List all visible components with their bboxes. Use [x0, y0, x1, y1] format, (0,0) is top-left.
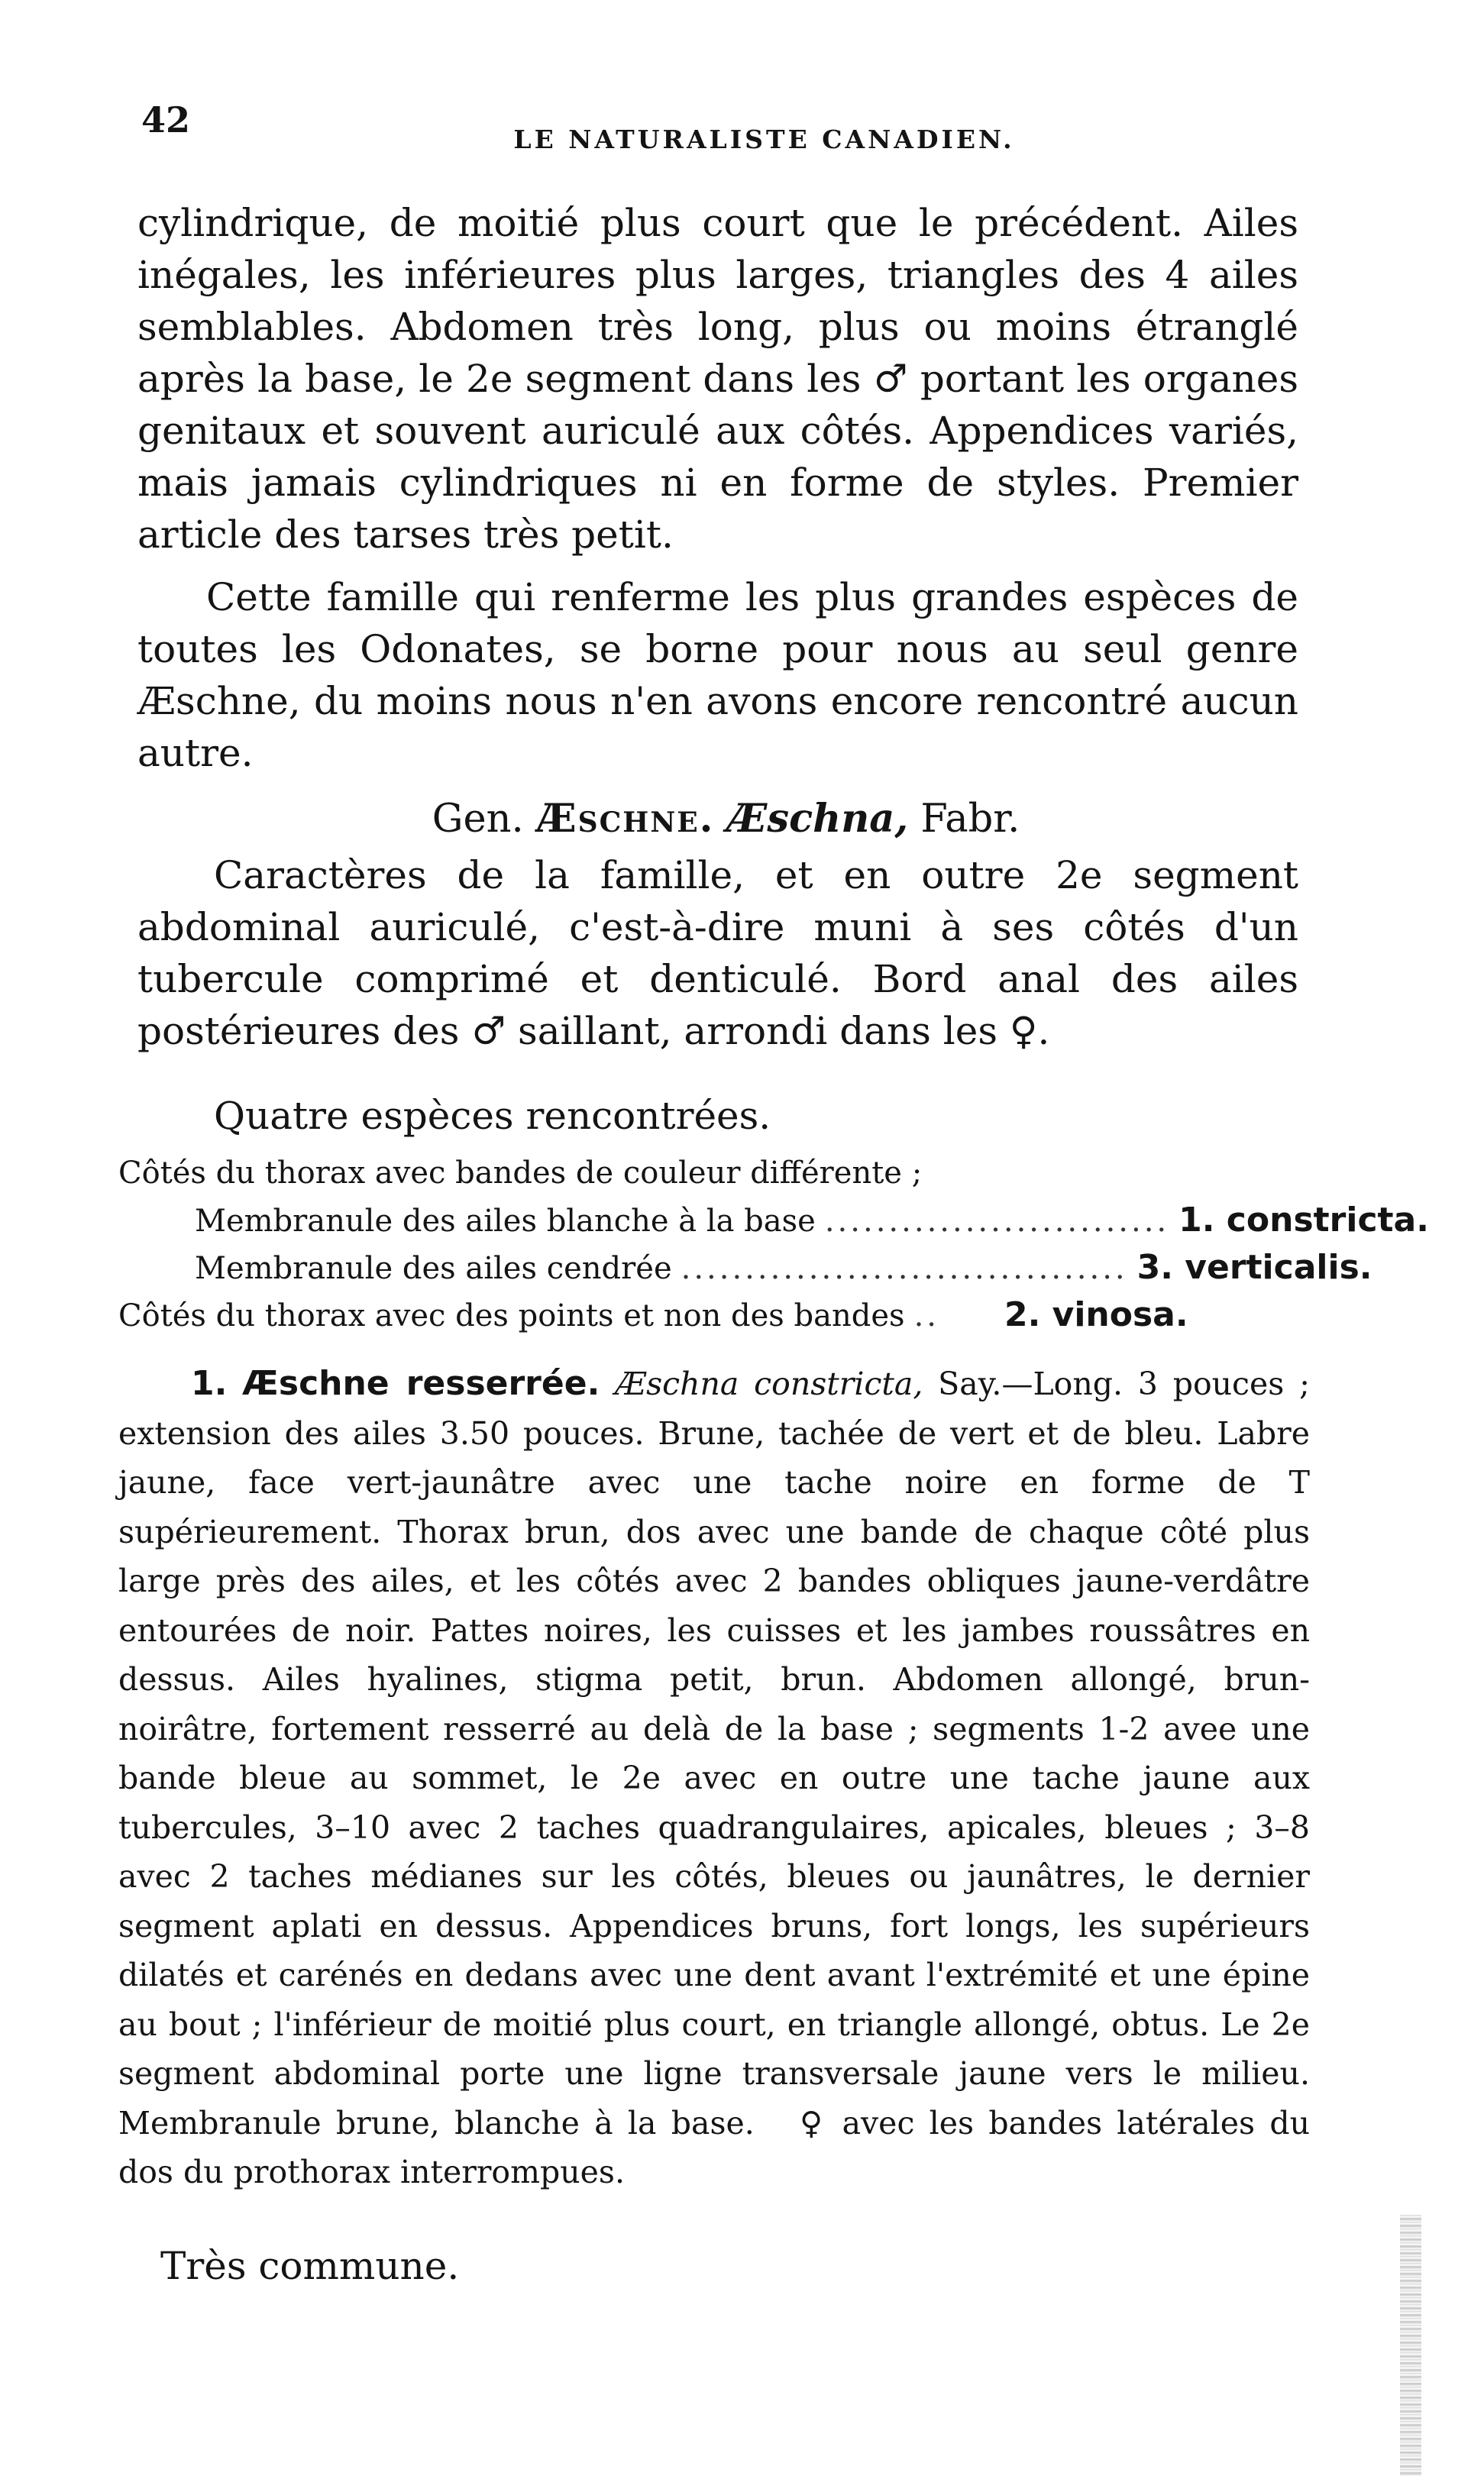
female-symbol: ♀: [800, 2104, 828, 2141]
paragraph-genus-characters: Caractères de la famille, et en outre 2e segment abdominal auriculé, c'est-à-dire muni à ses côtés d'un tubercule comprimé et denticulé. Bord anal des ailes postérieures des ♂ saillant, arrondi dans les ♀.: [137, 853, 1298, 1053]
genus-heading: [0, 796, 1421, 842]
species-description: [118, 1359, 1310, 2197]
key-text: Côtés du thorax avec des points et non des bandes: [118, 1298, 905, 1333]
species-number: 1.: [191, 1364, 228, 1403]
key-line-thorax-bands: [118, 1149, 1310, 1197]
key-result: 3. verticalis.: [1136, 1248, 1372, 1287]
key-line-membranule-grey: [118, 1244, 1372, 1291]
key-text: Membranule des ailes blanche à la base: [195, 1204, 816, 1239]
species-latin-name: Æschna constricta,: [615, 1366, 923, 1402]
key-leader-dots: ...................................: [681, 1251, 1128, 1286]
female-note: avec les bandes latérales du dos du prothorax interrompues.: [118, 2104, 1310, 2190]
species-text: Say.—Long. 3 pouces ; extension des ailes 3.50 pouces. Brune, tachée de vert et de bleu. Labre jaune, face vert-jaunâtre avec une tache noire en forme de T supérieurement. Thorax brun, dos avec une bande de chaque côté plus large près des ailes, et les côtés avec 2 bandes obliques jaune-verdâtre entourées de noir. Pattes noires, les cuisses et les jambes roussâtres en dessus. Ailes hyalines, stigma petit, brun. Abdomen allongé, brun-noirâtre, fortement resserré au delà de la base ; segments 1-2 avee une bande bleue au sommet, le 2e avec en outre une tache jaune aux tubercules, 3–10 avec 2 taches quadrangulaires, apicales, bleues ; 3–8 avec 2 taches médianes sur les côtés, bleues ou jaunâtres, le dernier segment aplati en dessus. Appendices bruns, fort longs, les supérieurs dilatés et carénés en dedans avec une dent avant l'extrémité et une épine au bout ; l'inférieur de moitié plus court, en triangle allongé, obtus. Le 2e segment abdominal porte une ligne transversale jaune vers le milieu. Membranule brune, blanche à la base.: [118, 1366, 1310, 2141]
running-title: LE NATURALISTE CANADIEN.: [513, 124, 1015, 154]
genus-author: Fabr.: [920, 797, 1020, 842]
key-line-membranule-white: [118, 1197, 1429, 1244]
paragraph-family-note: Cette famille qui renferme les plus grandes espèces de toutes les Odonates, se borne pour nous au seul genre Æschne, du moins nous n'en avons encore rencontré aucun autre.: [137, 575, 1298, 775]
genus-prefix: Gen.: [432, 797, 524, 842]
species-common-name: Æschne resserrée.: [242, 1364, 600, 1403]
genus-name: Æschne.: [535, 796, 715, 842]
key-result: 2. vinosa.: [1004, 1295, 1188, 1334]
key-text: Membranule des ailes cendrée: [195, 1251, 672, 1286]
species-key: [118, 1149, 1429, 1339]
closing-line: Très commune.: [160, 2244, 460, 2288]
paragraph-family-description: cylindrique, de moitié plus court que le précédent. Ailes inégales, les inférieures plus larges, triangles des 4 ailes semblables. Abdomen très long, plus ou moins étranglé après la base, le 2e segment dans les ♂ portant les organes genitaux et souvent auriculé aux côtés. Appendices variés, mais jamais cylindriques ni en forme de styles. Premier article des tarses très petit.: [137, 201, 1298, 557]
page-edge-shadow: [1400, 2215, 1421, 2476]
key-leader-dots: ...........................: [824, 1204, 1170, 1239]
page-number: 42: [141, 99, 191, 141]
paragraph-species-count: Quatre espèces rencontrées.: [214, 1094, 771, 1138]
key-text: Côtés du thorax avec bandes de couleur différente ;: [118, 1156, 923, 1191]
key-line-thorax-points: [118, 1291, 1310, 1339]
genus-latin: Æschna,: [726, 796, 909, 842]
key-result: 1. constricta.: [1178, 1201, 1429, 1240]
key-leader-dots: ..: [913, 1298, 939, 1333]
